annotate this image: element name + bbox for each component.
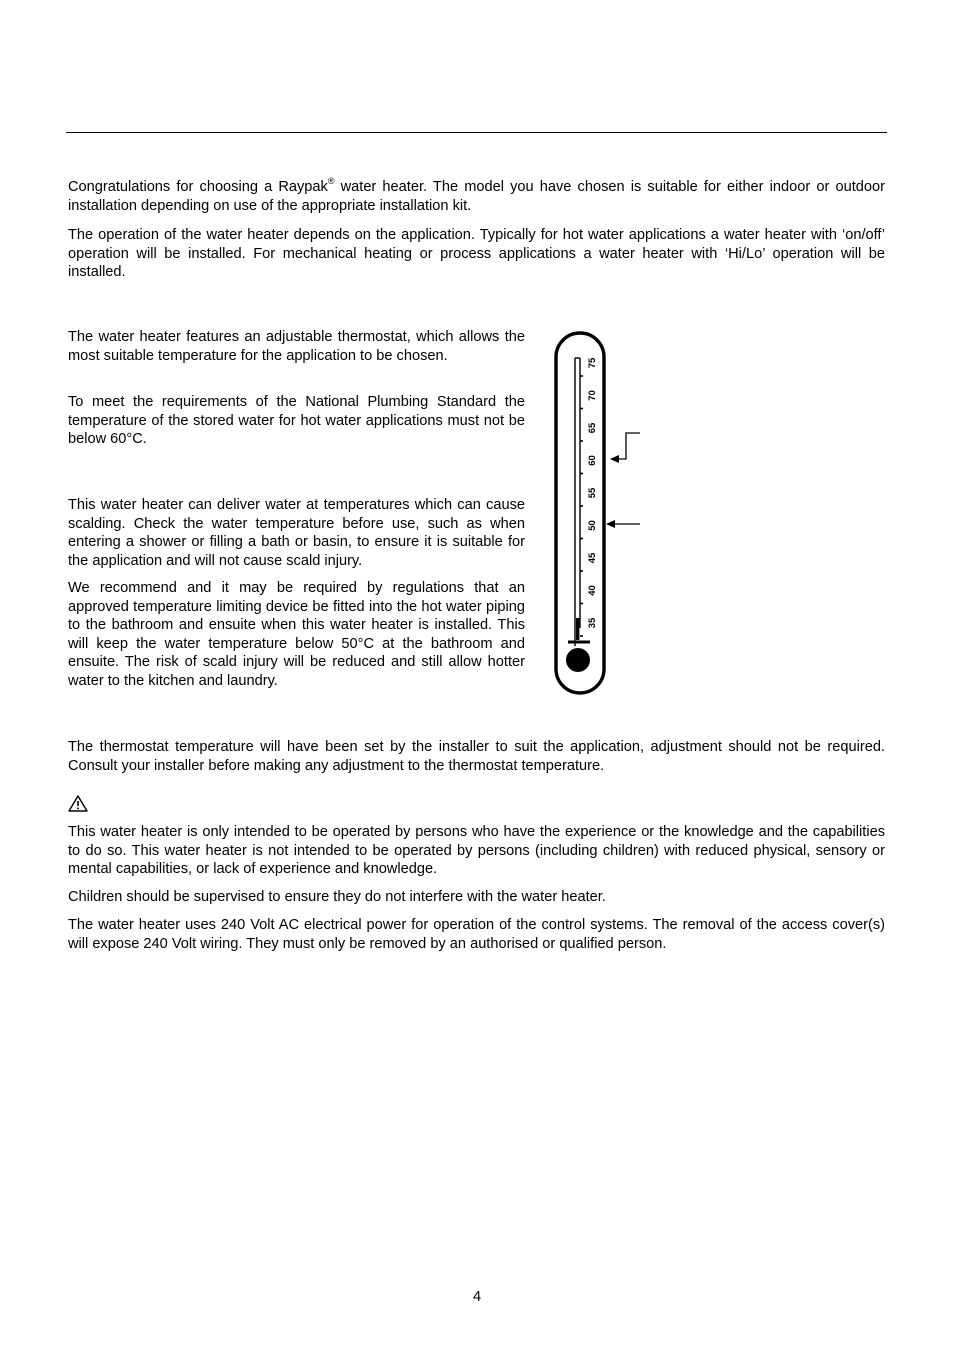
scale-label-50: 50 (587, 520, 598, 531)
page-number: 4 (472, 1289, 482, 1305)
thermometer-bulb (566, 648, 590, 672)
scale-label-65: 65 (587, 422, 598, 434)
scald-paragraph-2: We recommend and it may be required by regulations that an approved temperature limiting device be fitted into the hot water piping to the bathroom and ensuite when this water heater is installed. This will keep the water temperature below 50°C at the bathroom and ensuite. The risk of scald injury will be reduced and still allow hotter water to the kitchen and laundry. (68, 580, 525, 689)
header-rule (66, 132, 887, 133)
scale-label-40: 40 (587, 585, 598, 596)
scale-label-55: 55 (587, 487, 598, 499)
thermostat-paragraph-2: To meet the requirements of the National Plumbing Standard the temperature of the stored water for hot water applications must not be below 60°C. (68, 394, 525, 448)
warning-triangle-icon (68, 795, 88, 812)
scale-label-60: 60 (587, 455, 598, 466)
mercury-column (576, 618, 579, 640)
registered-mark: ® (327, 176, 335, 187)
thermometer-diagram (548, 328, 648, 698)
scale-labels (587, 357, 598, 628)
thermostat-paragraph-1: The water heater features an adjustable thermostat, which allows the most suitable temperature for the application to be chosen. (68, 329, 525, 364)
safety-paragraph-1: This water heater is only intended to be operated by persons who have the experience or the knowledge and the capabilities to do so. This water heater is not intended to be operated by persons (including children) with reduced physical, sensory or mental capabilities, or lack of experience and knowledge. (68, 824, 885, 878)
intro-paragraph-2: The operation of the water heater depends on the application. Typically for hot water applications a water heater with ‘on/off’ operation will be installed. For mechanical heating or process applications a water heater with ‘Hi/Lo’ operation will be installed. (68, 227, 885, 281)
scald-paragraph-1: This water heater can deliver water at temperatures which can cause scalding. Check the water temperature before use, such as when entering a shower or filling a bath or basin, to ensure it is suitable for the application and will not cause scald injury. (68, 497, 525, 569)
intro-paragraph-1: Congratulations for choosing a Raypak® water heater. The model you have chosen is suitable for either indoor or outdoor installation depending on use of the appropriate installation kit. (68, 176, 885, 214)
scale-label-75: 75 (587, 357, 598, 369)
scale-label-35: 35 (587, 617, 598, 629)
pointer-50-arrowhead (606, 520, 615, 528)
adjustment-paragraph: The thermostat temperature will have been set by the installer to suit the application, adjustment should not be required. Consult your installer before making any adjustment to the thermostat temperature. (68, 739, 885, 774)
scale-label-45: 45 (587, 552, 598, 564)
safety-paragraph-2: Children should be supervised to ensure they do not interfere with the water heater. (68, 889, 606, 905)
scale-label-70: 70 (587, 390, 598, 401)
pointer-60-arrowhead (610, 455, 619, 463)
pointer-60-line (618, 433, 640, 459)
safety-paragraph-3: The water heater uses 240 Volt AC electrical power for operation of the control systems. The removal of the access cover(s) will expose 240 Volt wiring. They must only be removed by an authorised or qualified person. (68, 917, 885, 952)
